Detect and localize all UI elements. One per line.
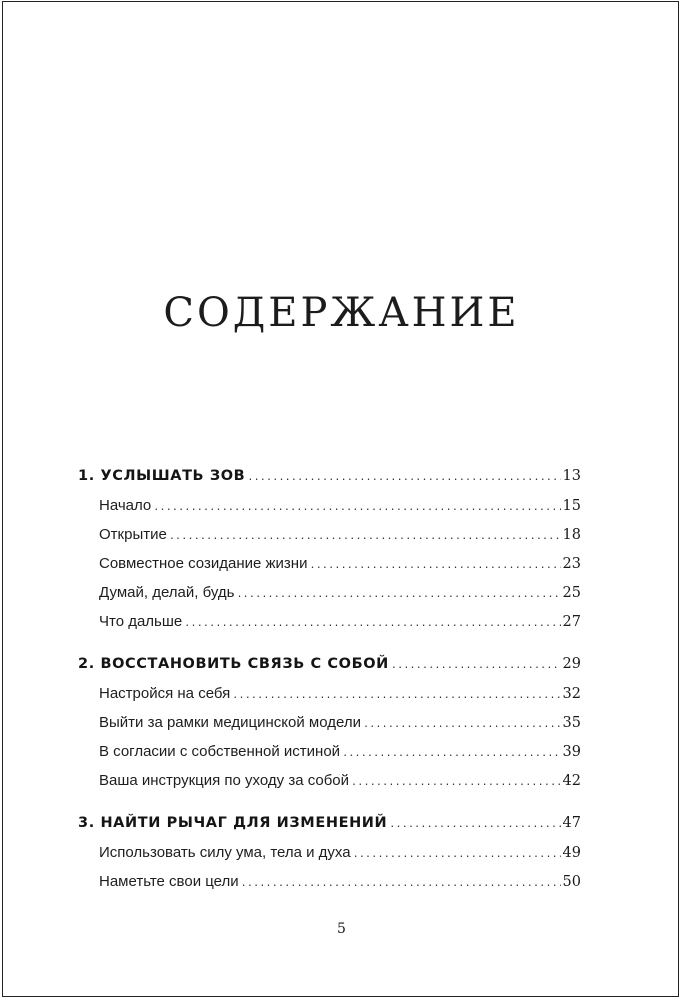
toc-entry[interactable] — [78, 607, 581, 636]
dot-leader — [232, 681, 560, 710]
dot-leader — [309, 551, 560, 580]
toc-page-number: 35 — [562, 715, 581, 731]
dot-leader — [153, 493, 560, 522]
toc-entry-title: Совместное созидание жизни — [99, 555, 308, 572]
toc-chapter-1[interactable] — [78, 462, 581, 491]
toc-entry[interactable] — [78, 679, 581, 708]
toc-entry[interactable] — [78, 708, 581, 737]
dot-leader — [247, 463, 560, 492]
toc-page-number: 29 — [562, 656, 581, 672]
page-number: 5 — [337, 921, 346, 937]
toc-chapter-title: 1. УСЛЫШАТЬ ЗОВ — [78, 468, 246, 484]
toc-entry[interactable] — [78, 838, 581, 867]
toc-page-number: 15 — [562, 498, 581, 514]
toc-entry-title: Настройся на себя — [99, 685, 231, 702]
toc-entry-title: Ваша инструкция по уходу за собой — [99, 772, 350, 789]
toc-page-number: 13 — [562, 468, 581, 484]
toc-entry-title: Открытие — [99, 526, 167, 543]
toc-page-number: 39 — [562, 744, 581, 760]
dot-leader — [351, 768, 561, 797]
table-of-contents — [78, 462, 581, 896]
toc-page-number: 47 — [562, 815, 581, 831]
toc-entry-title: В согласии с собственной истиной — [99, 743, 341, 760]
toc-chapter-3[interactable] — [78, 809, 581, 838]
toc-entry-title: Что дальше — [99, 613, 183, 630]
dot-leader — [353, 840, 561, 869]
toc-entry[interactable] — [78, 578, 581, 607]
dot-leader — [169, 522, 561, 551]
toc-entry[interactable] — [78, 766, 581, 795]
toc-entry[interactable] — [78, 867, 581, 896]
toc-entry-title: Выйти за рамки медицинской модели — [99, 714, 361, 731]
toc-page-number: 49 — [562, 845, 581, 861]
toc-entry[interactable] — [78, 520, 581, 549]
toc-chapter-title: 3. НАЙТИ РЫЧАГ ДЛЯ ИЗМЕНЕНИЙ — [78, 815, 388, 831]
dot-leader — [184, 609, 560, 638]
toc-page-number: 50 — [562, 874, 581, 890]
toc-entry[interactable] — [78, 737, 581, 766]
toc-section-3 — [78, 809, 581, 896]
dot-leader — [389, 810, 560, 839]
toc-entry-title: Использовать силу ума, тела и духа — [99, 844, 351, 861]
toc-entry-title: Начало — [99, 497, 152, 514]
dot-leader — [342, 739, 560, 768]
dot-leader — [236, 580, 560, 609]
toc-chapter-2[interactable] — [78, 650, 581, 679]
dot-leader — [241, 869, 561, 898]
toc-page-number: 18 — [562, 527, 581, 543]
toc-chapter-title: 2. ВОССТАНОВИТЬ СВЯЗЬ С СОБОЙ — [78, 656, 389, 672]
toc-entry[interactable] — [78, 491, 581, 520]
toc-entry-title: Думай, делай, будь — [99, 584, 235, 601]
toc-page-number: 42 — [562, 773, 581, 789]
toc-page-number: 27 — [562, 614, 581, 630]
toc-entry-title: Наметьте свои цели — [99, 873, 239, 890]
toc-page-number: 32 — [562, 686, 581, 702]
page-title: СОДЕРЖАНИЕ — [163, 290, 520, 336]
dot-leader — [391, 651, 561, 680]
toc-page-number: 25 — [562, 585, 581, 601]
toc-section-1 — [78, 462, 581, 636]
toc-section-2 — [78, 650, 581, 795]
toc-page-number: 23 — [562, 556, 581, 572]
dot-leader — [363, 710, 561, 739]
toc-entry[interactable] — [78, 549, 581, 578]
